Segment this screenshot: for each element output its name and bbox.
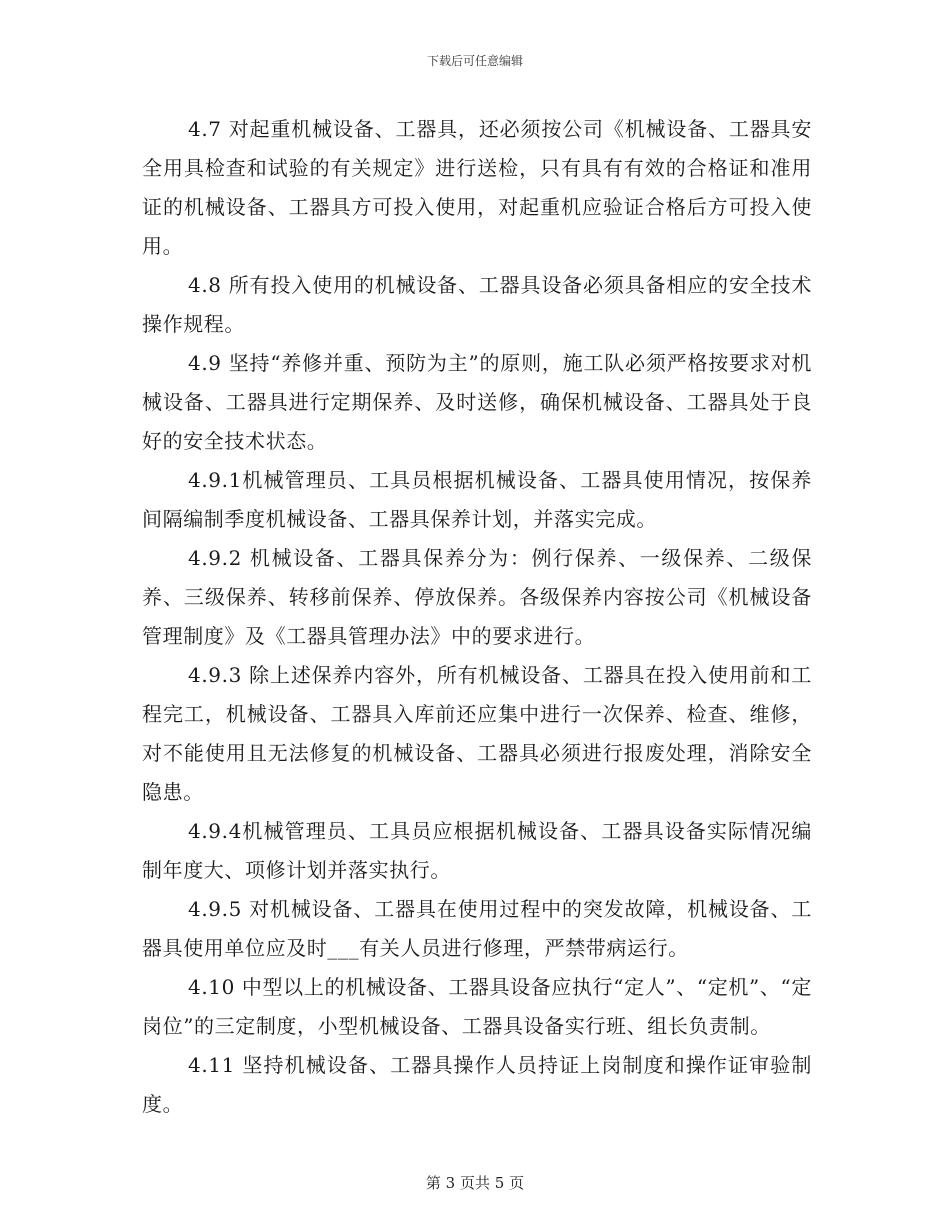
paragraph-4-11: 4.11 坚持机械设备、工器具操作人员持证上岗制度和操作证审验制度。: [142, 1053, 812, 1116]
paragraph-4-8: 4.8 所有投入使用的机械设备、工器具设备必须具备相应的安全技术操作规程。: [142, 273, 812, 336]
paragraph-4-9-2: 4.9.2 机械设备、工器具保养分为：例行保养、一级保养、二级保养、三级保养、转移前保养、停放保养。各级保养内容按公司《机械设备管理制度》及《工器具管理办法》中的要求进行。: [142, 546, 812, 648]
paragraph-4-7: 4.7 对起重机械设备、工器具，还必须按公司《机械设备、工器具安全用具检查和试验的有关规定》进行送检，只有具有有效的合格证和准用证的机械设备、工器具方可投入使用，对起重机应验证合格后方可投入使用。: [142, 117, 812, 258]
paragraph-4-9-5: 4.9.5 对机械设备、工器具在使用过程中的突发故障，机械设备、工器具使用单位应及时___有关人员进行修理，严禁带病运行。: [142, 897, 812, 960]
document-body: [142, 110, 812, 1124]
paragraph-4-10: 4.10 中型以上的机械设备、工器具设备应执行“定人”、“定机”、“定岗位”的三定制度，小型机械设备、工器具设备实行班、组长负责制。: [142, 975, 812, 1038]
page-footer: 第 3 页共 5 页: [425, 1174, 525, 1192]
paragraph-4-9-1: 4.9.1机械管理员、工具员根据机械设备、工器具使用情况，按保养间隔编制季度机械设备、工器具保养计划，并落实完成。: [142, 468, 812, 531]
paragraph-4-9-3: 4.9.3 除上述保养内容外，所有机械设备、工器具在投入使用前和工程完工，机械设备、工器具入库前还应集中进行一次保养、检查、维修，对不能使用且无法修复的机械设备、工器具必须进行报废处理，消除安全隐患。: [142, 663, 812, 804]
paragraph-4-9-4: 4.9.4机械管理员、工具员应根据机械设备、工器具设备实际情况编制年度大、项修计划并落实执行。: [142, 819, 812, 882]
page-header: 下载后可任意编辑: [426, 54, 523, 68]
paragraph-4-9: 4.9 坚持“养修并重、预防为主”的原则，施工队必须严格按要求对机械设备、工器具进行定期保养、及时送修，确保机械设备、工器具处于良好的安全技术状态。: [142, 351, 812, 453]
